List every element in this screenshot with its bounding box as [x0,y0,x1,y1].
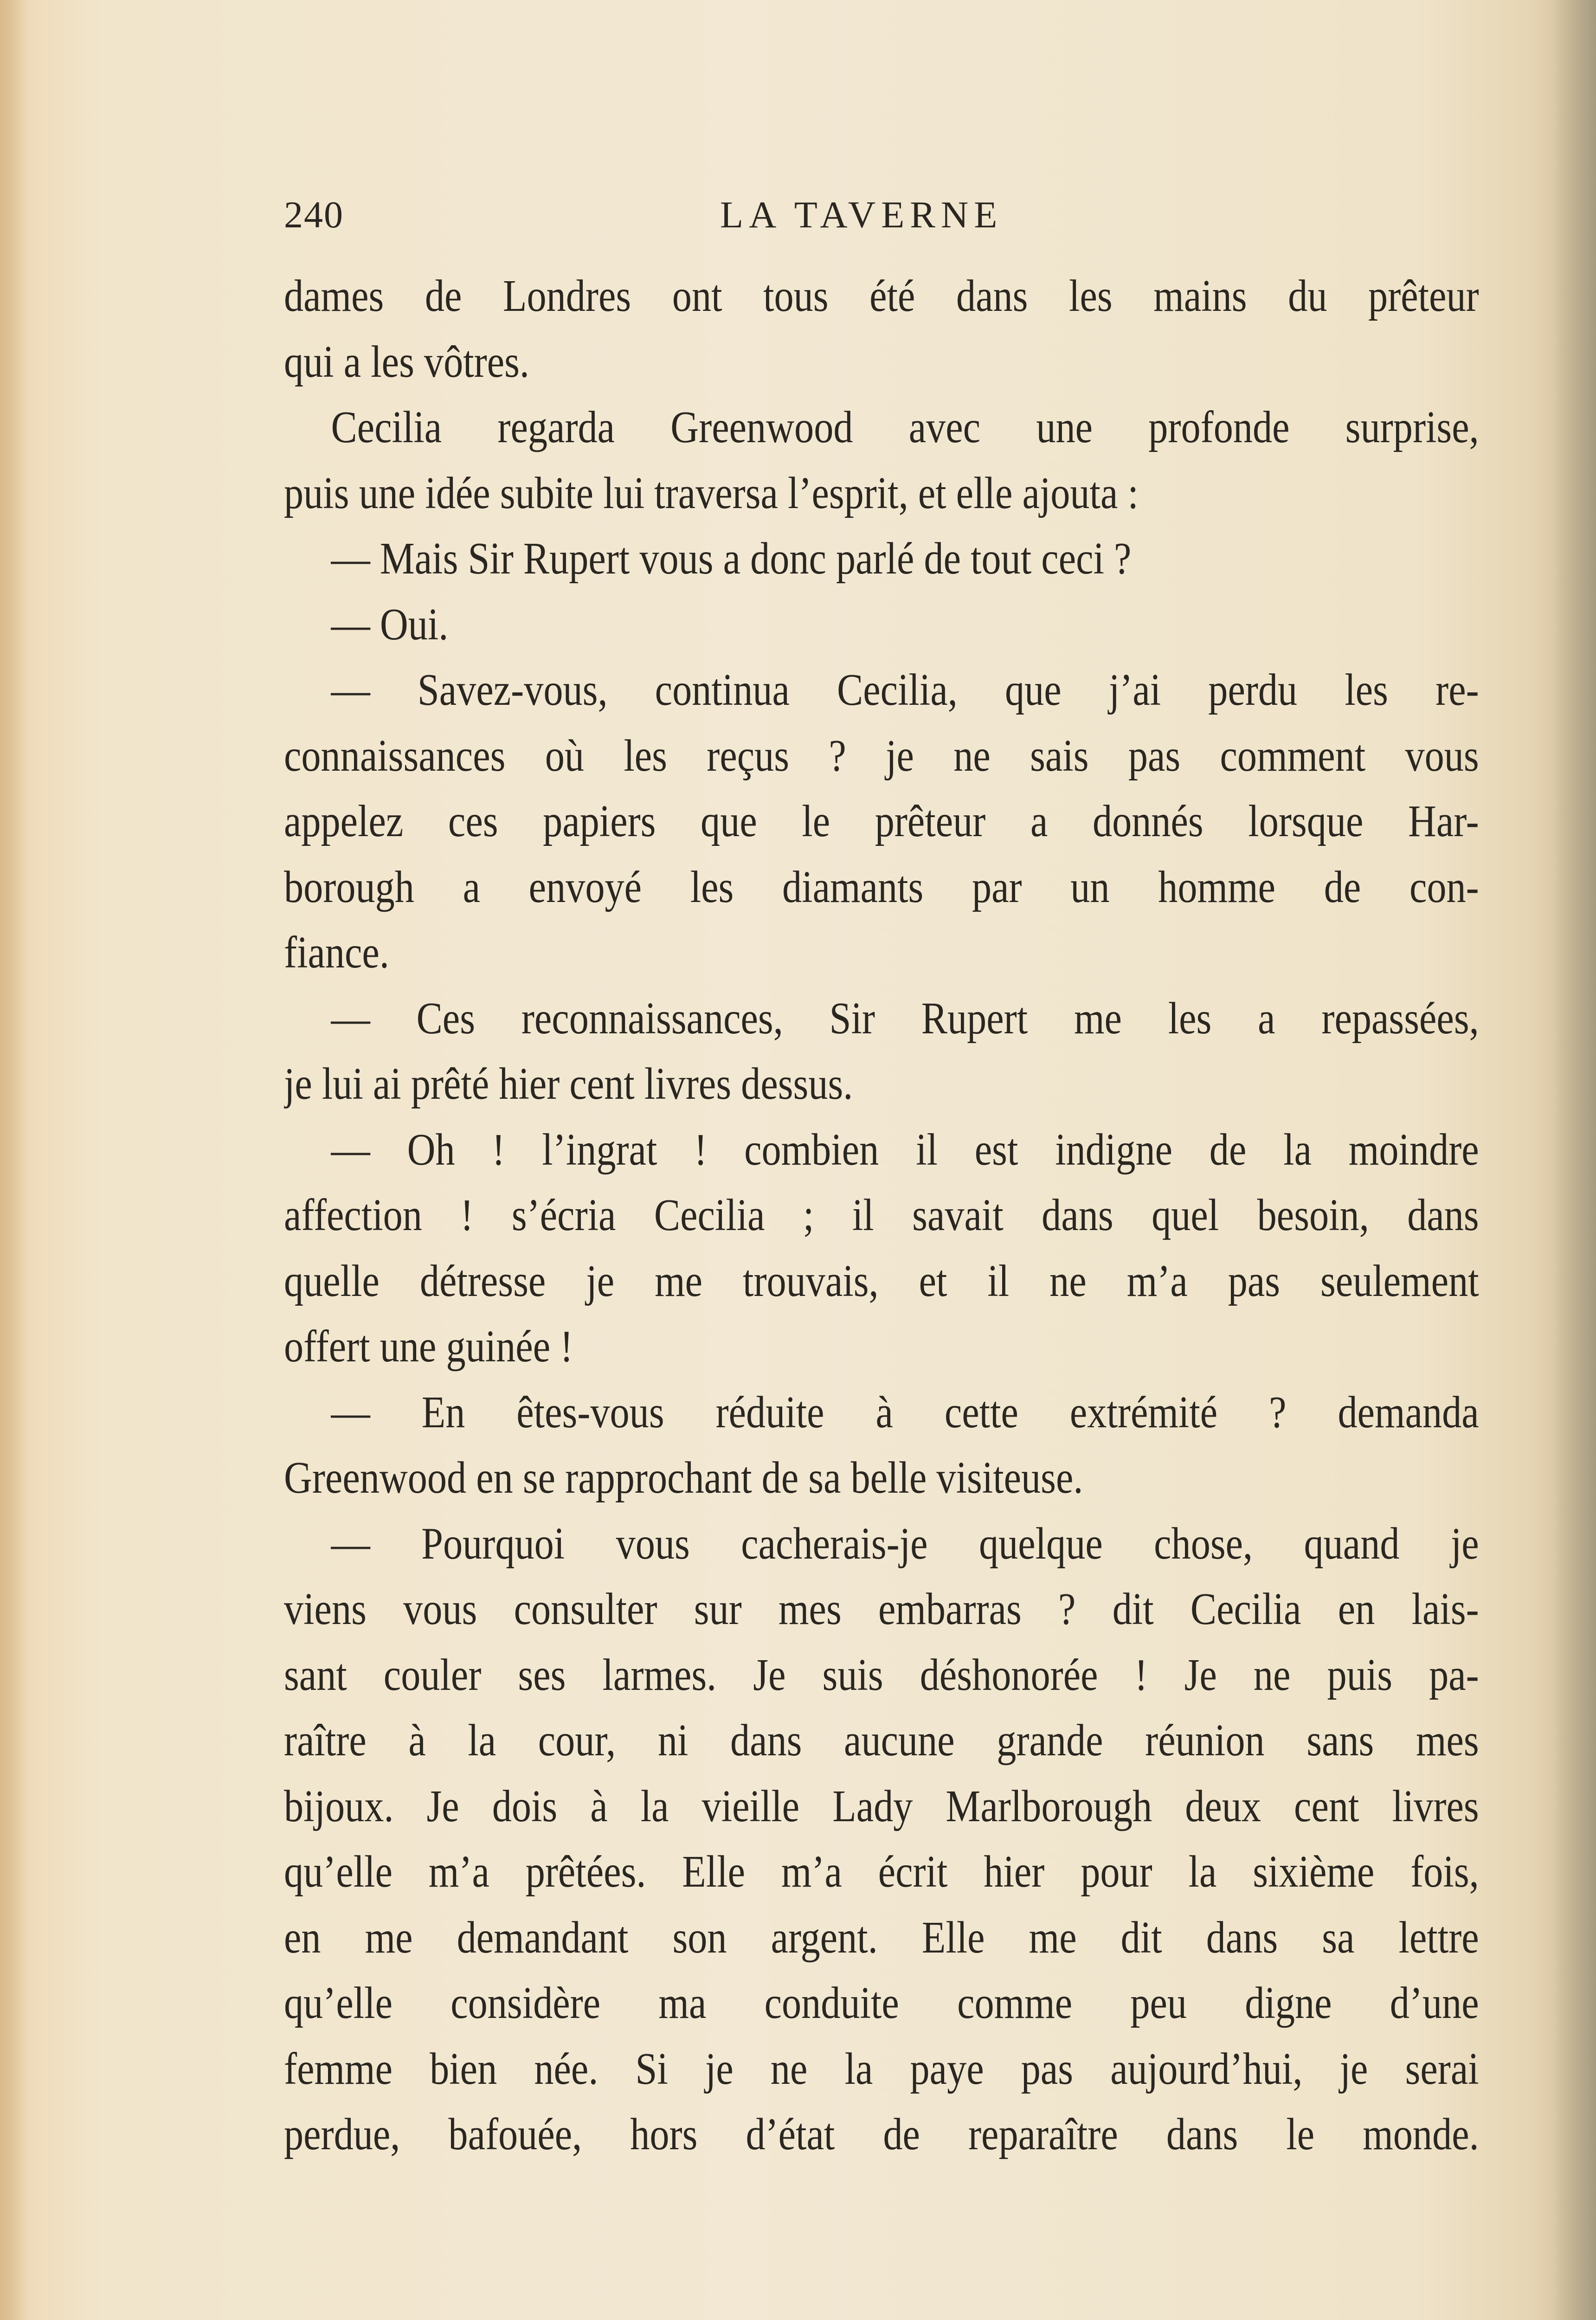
text-line: Cecilia regarda Greenwood avec une profonde surprise, [331,402,1479,452]
text-line: — Savez-vous, continua Cecilia, que j’ai perdu les re- [331,665,1479,715]
page-number: 240 [284,193,344,236]
running-head [284,185,1518,245]
text-line: — Mais Sir Rupert vous a donc parlé de tout ceci ? [331,534,1132,584]
text-line: je lui ai prêté hier cent livres dessus. [284,1059,853,1109]
text-line: offert une guinée ! [284,1321,573,1372]
page-edge-shadow [1554,0,1596,2320]
text-line: — Oh ! l’ingrat ! combien il est indigne de la moindre [331,1124,1479,1175]
text-line: perdue, bafouée, hors d’état de reparaître dans le monde. [284,2109,1479,2159]
body-text [284,264,1479,2168]
text-line: sant couler ses larmes. Je suis déshonorée ! Je ne puis pa- [284,1650,1479,1700]
text-line: qu’elle considère ma conduite comme peu digne d’une [284,1978,1479,2028]
text-line: puis une idée subite lui traversa l’esprit, et elle ajouta : [284,468,1139,518]
text-line: viens vous consulter sur mes embarras ? dit Cecilia en lais- [284,1584,1479,1634]
text-line: appelez ces papiers que le prêteur a donnés lorsque Har- [284,796,1479,846]
text-line: — Ces reconnaissances, Sir Rupert me les a repassées, [331,993,1479,1044]
text-line: femme bien née. Si je ne la paye pas aujourd’hui, je serai [284,2043,1479,2094]
text-line: fiance. [284,928,389,978]
text-line: connaissances où les reçus ? je ne sais pas comment vous [284,730,1479,781]
text-line: — En êtes-vous réduite à cette extrémité ? demanda [331,1387,1479,1437]
text-line: bijoux. Je dois à la vieille Lady Marlborough deux cent livres [284,1781,1479,1831]
text-line: borough a envoyé les diamants par un homme de con- [284,862,1479,912]
running-title: LA TAVERNE [720,193,1003,236]
text-line: dames de Londres ont tous été dans les mains du prêteur [284,271,1479,321]
page-gutter-shadow [0,0,28,2320]
text-line: affection ! s’écria Cecilia ; il savait dans quel besoin, dans [284,1190,1479,1240]
text-line: — Pourquoi vous cacherais-je quelque chose, quand je [331,1518,1479,1569]
text-line: quelle détresse je me trouvais, et il ne m’a pas seulement [284,1256,1479,1306]
text-line: qui a les vôtres. [284,336,529,387]
text-line: qu’elle m’a prêtées. Elle m’a écrit hier pour la sixième fois, [284,1847,1479,1897]
text-line: en me demandant son argent. Elle me dit dans sa lettre [284,1912,1479,1963]
text-line: — Oui. [331,599,449,650]
text-line: raître à la cour, ni dans aucune grande réunion sans mes [284,1715,1479,1766]
text-line: Greenwood en se rapprochant de sa belle visiteuse. [284,1453,1083,1503]
